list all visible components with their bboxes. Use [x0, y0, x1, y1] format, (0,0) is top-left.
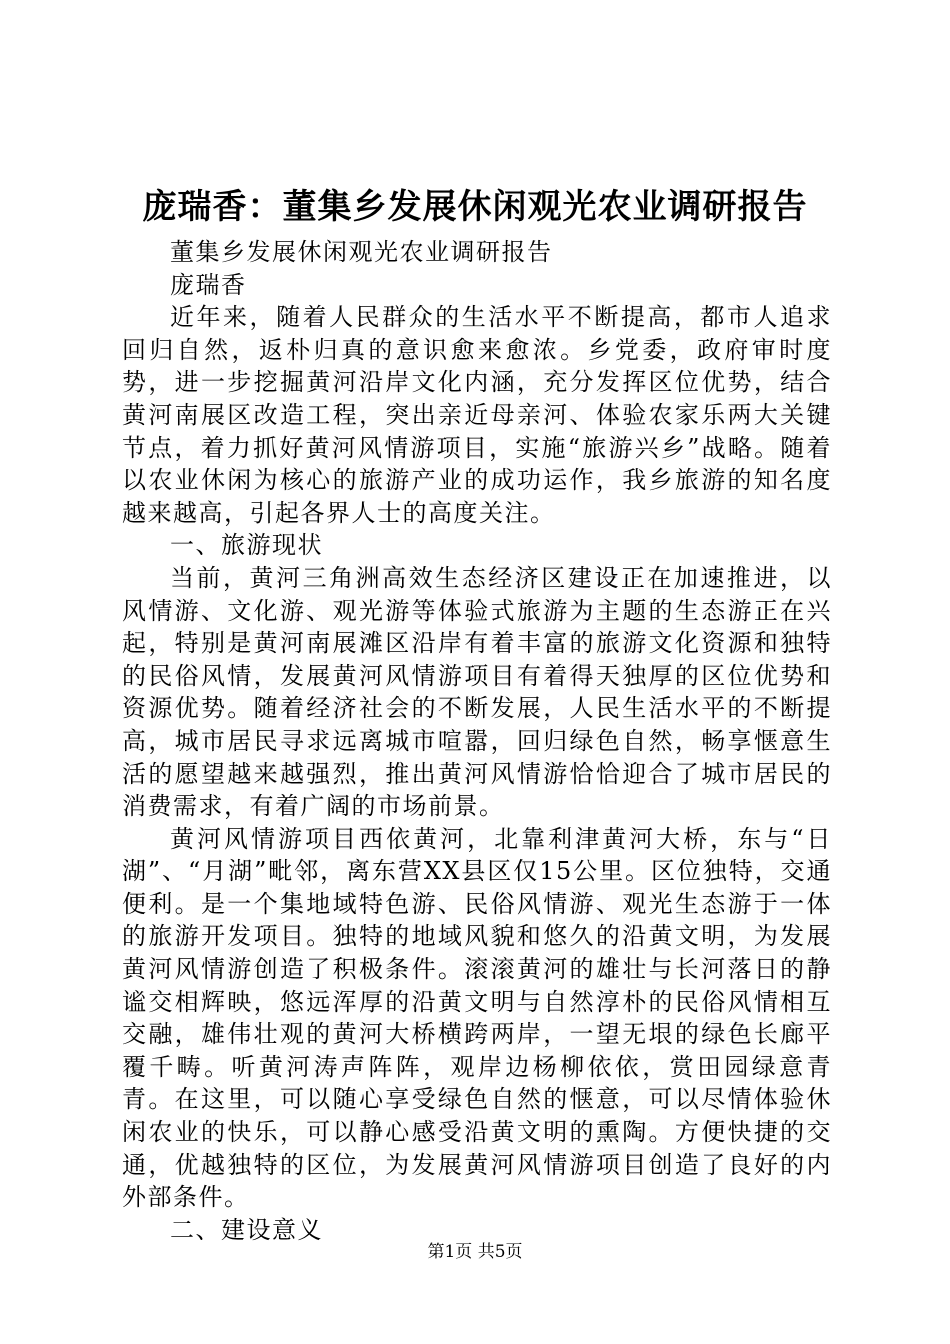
- intro-paragraph: 近年来，随着人民群众的生活水平不断提高，都市人追求回归自然，返朴归真的意识愈来愈浓。乡党委，政府审时度势，进一步挖掘黄河沿岸文化内涵，充分发挥区位优势，结合黄河南展区改造工程，突出亲近母亲河、体验农家乐两大关键节点，着力抓好黄河风情游项目，实施“旅游兴乡”战略。随着以农业休闲为核心的旅游产业的成功运作，我乡旅游的知名度越来越高，引起各界人士的高度关注。: [122, 303, 832, 527]
- document-title: 庞瑞香：董集乡发展休闲观光农业调研报告: [142, 187, 808, 227]
- status-paragraph: 当前，黄河三角洲高效生态经济区建设正在加速推进，以风情游、文化游、观光游等体验式旅游为主题的生态游正在兴起，特别是黄河南展滩区沿岸有着丰富的旅游文化资源和独特的民俗风情，发展黄河风情游项目有着得天独厚的区位优势和资源优势。随着经济社会的不断发展，人民生活水平的不断提高，城市居民寻求远离城市喧嚣，回归绿色自然，畅享惬意生活的愿望越来越强烈，推出黄河风情游恰恰迎合了城市居民的消费需求，有着广阔的市场前景。: [122, 563, 832, 821]
- project-paragraph: 黄河风情游项目西依黄河，北靠利津黄河大桥，东与“日湖”、“月湖”毗邻，离东营XX县区仅15公里。区位独特，交通便利。是一个集地域特色游、民俗风情游、观光生态游于一体的旅游开发项目。独特的地域风貌和悠久的沿黄文明，为发展黄河风情游创造了积极条件。滚滚黄河的雄壮与长河落日的静谧交相辉映，悠远浑厚的沿黄文明与自然淳朴的民俗风情相互交融，雄伟壮观的黄河大桥横跨两岸，一望无垠的绿色长廊平覆千畴。听黄河涛声阵阵，观岸边杨柳依依，赏田园绿意青青。在这里，可以随心享受绿色自然的惬意，可以尽情体验休闲农业的快乐，可以静心感受沿黄文明的熏陶。方便快捷的交通，优越独特的区位，为发展黄河风情游项目创造了良好的内外部条件。: [122, 824, 832, 1212]
- page-footer: 第1页 共5页: [427, 1242, 523, 1262]
- document-body: [122, 236, 832, 1246]
- subtitle-paragraph: 董集乡发展休闲观光农业调研报告: [170, 238, 553, 266]
- author-paragraph: 庞瑞香: [170, 270, 247, 299]
- section-heading-status: 一、旅游现状: [170, 531, 323, 560]
- section-heading-significance: 二、建设意义: [170, 1215, 323, 1244]
